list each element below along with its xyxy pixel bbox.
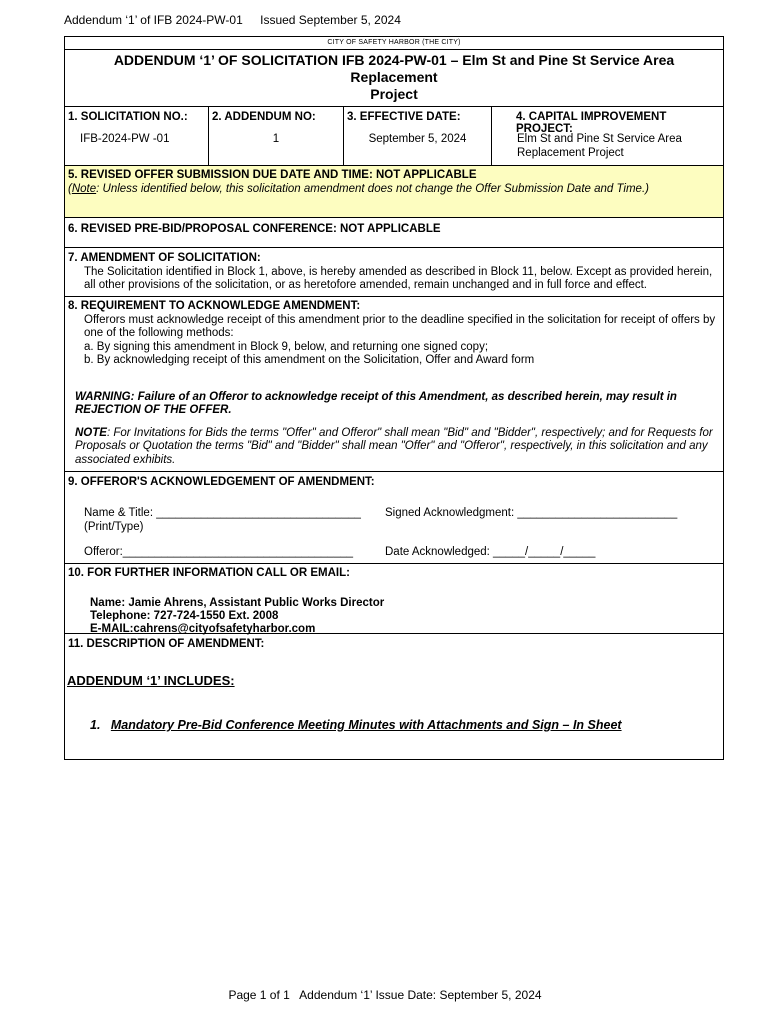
block-label: 4. CAPITAL IMPROVEMENT PROJECT: — [516, 111, 667, 135]
addendum-reference: Addendum ‘1’ of IFB 2024-PW-01 — [64, 13, 243, 27]
offeror-field[interactable]: Offeror:____________________________________ — [84, 546, 354, 558]
block-value: IFB-2024-PW -01 — [80, 133, 170, 145]
print-type-label: (Print/Type) — [84, 521, 144, 533]
section-5-revised-due-date — [65, 166, 723, 218]
section-body — [68, 266, 720, 293]
note-text — [68, 418, 720, 468]
note-line: : For Invitations for Bids the terms "Offer" and Offeror" shall mean "Bid" and "Bidder", respectively; and for Requests for — [106, 426, 713, 439]
contact-block — [68, 581, 720, 636]
section-heading: 8. REQUIREMENT TO ACKNOWLEDGE AMENDMENT: — [68, 300, 361, 312]
warning-line: WARNING: Failure of an Offeror to acknowledge receipt of this Amendment, as described herein, may result in — [75, 390, 677, 403]
section-11-description — [65, 634, 723, 759]
project-line-1: Elm St and Pine St Service Area — [517, 133, 682, 145]
note-label: NOTE — [75, 426, 107, 439]
note-line: associated exhibits. — [75, 453, 176, 466]
warning-line: REJECTION OF THE OFFER. — [75, 404, 232, 416]
contact-email[interactable]: E-MAIL:cahrens@cityofsafetyharbor.com — [90, 622, 316, 635]
document-title — [65, 50, 723, 107]
date-acknowledged-field[interactable]: Date Acknowledged: _____/_____/_____ — [385, 546, 596, 558]
block-label: 3. EFFECTIVE DATE: — [347, 111, 461, 123]
block-solicitation-no — [65, 107, 209, 165]
body-line: The Solicitation identified in Block 1, above, is hereby amended as described in Block 11, below. Except as provided herein, — [84, 265, 713, 278]
section-heading: 5. REVISED OFFER SUBMISSION DUE DATE AND TIME: NOT APPLICABLE — [68, 169, 477, 181]
body-line: a. By signing this amendment in Block 9, below, and returning one signed copy; — [84, 340, 489, 353]
signed-acknowledgment-field[interactable]: Signed Acknowledgment: _________________________ — [385, 507, 678, 519]
title-line-2: Project — [370, 86, 418, 102]
section-heading: 9. OFFEROR'S ACKNOWLEDGEMENT OF AMENDMENT: — [68, 476, 375, 488]
contact-telephone: Telephone: 727-724-1550 Ext. 2008 — [90, 609, 279, 622]
block-label: 1. SOLICITATION NO.: — [68, 111, 188, 123]
contact-name: Name: Jamie Ahrens, Assistant Public Works Director — [90, 596, 385, 609]
project-line-2: Replacement Project — [517, 147, 624, 159]
page-number: Page 1 of 1 — [228, 988, 290, 1002]
info-blocks — [65, 107, 723, 166]
body-line: all other provisions of the solicitation, or as heretofore amended, remain unchanged and in full force and effect. — [84, 279, 647, 291]
body-line: one of the following methods: — [84, 327, 234, 339]
section-heading: 10. FOR FURTHER INFORMATION CALL OR EMAIL: — [68, 567, 350, 579]
section-9-offeror-acknowledgement — [65, 472, 723, 564]
name-title-field[interactable]: Name & Title: ________________________________ — [84, 507, 361, 519]
addendum-includes-heading: ADDENDUM ‘1’ INCLUDES: — [67, 673, 235, 688]
block-value: September 5, 2024 — [368, 133, 467, 145]
section-heading: 11. DESCRIPTION OF AMENDMENT: — [68, 638, 265, 650]
block-label: 2. ADDENDUM NO: — [212, 111, 316, 123]
item-text: Mandatory Pre-Bid Conference Meeting Minutes with Attachments and Sign – In Sheet — [110, 718, 622, 732]
city-name: CITY OF SAFETY HARBOR (THE CITY) — [65, 37, 723, 50]
body-line: b. By acknowledging receipt of this amendment on the Solicitation, Offer and Award form — [84, 354, 535, 366]
note-label: Note — [71, 182, 97, 195]
section-7-amendment — [65, 248, 723, 297]
block-value: 1 — [272, 133, 280, 145]
body-line: Offerors must acknowledge receipt of this amendment prior to the deadline specified in the solicitation for receipt of offers by — [84, 313, 716, 326]
section-8-acknowledge-requirement — [65, 297, 723, 472]
addendum-form — [64, 36, 724, 760]
note-line: Proposals or Quotation the terms "Bid" and "Bidder" shall mean "Offer" and "Offeror", respectively, in this solicitation and any — [75, 440, 708, 452]
title-line-1: ADDENDUM ‘1’ OF SOLICITATION IFB 2024-PW-01 – Elm St and Pine St Service Area Replacement — [113, 52, 675, 85]
section-heading: 6. REVISED PRE-BID/PROPOSAL CONFERENCE: NOT APPLICABLE — [68, 223, 441, 235]
block-effective-date — [344, 107, 492, 165]
section-note — [68, 183, 720, 197]
note-paren: ( — [68, 182, 72, 195]
note-text: : Unless identified below, this solicitation amendment does not change the Offer Submission Date and Time.) — [96, 182, 649, 195]
block-capital-project — [492, 107, 723, 165]
item-number: 1. — [90, 718, 101, 732]
page-footer — [0, 988, 770, 1002]
included-item — [90, 719, 622, 733]
footer-issue-date: Addendum ‘1’ Issue Date: September 5, 2024 — [299, 988, 542, 1002]
section-10-contact-info — [65, 564, 723, 634]
block-addendum-no — [209, 107, 344, 165]
section-body — [68, 314, 720, 368]
section-6-pre-bid-conference — [65, 218, 723, 248]
issued-date: Issued September 5, 2024 — [260, 13, 401, 27]
page-header — [64, 13, 415, 27]
section-heading: 7. AMENDMENT OF SOLICITATION: — [68, 252, 261, 264]
warning-text — [68, 368, 720, 418]
